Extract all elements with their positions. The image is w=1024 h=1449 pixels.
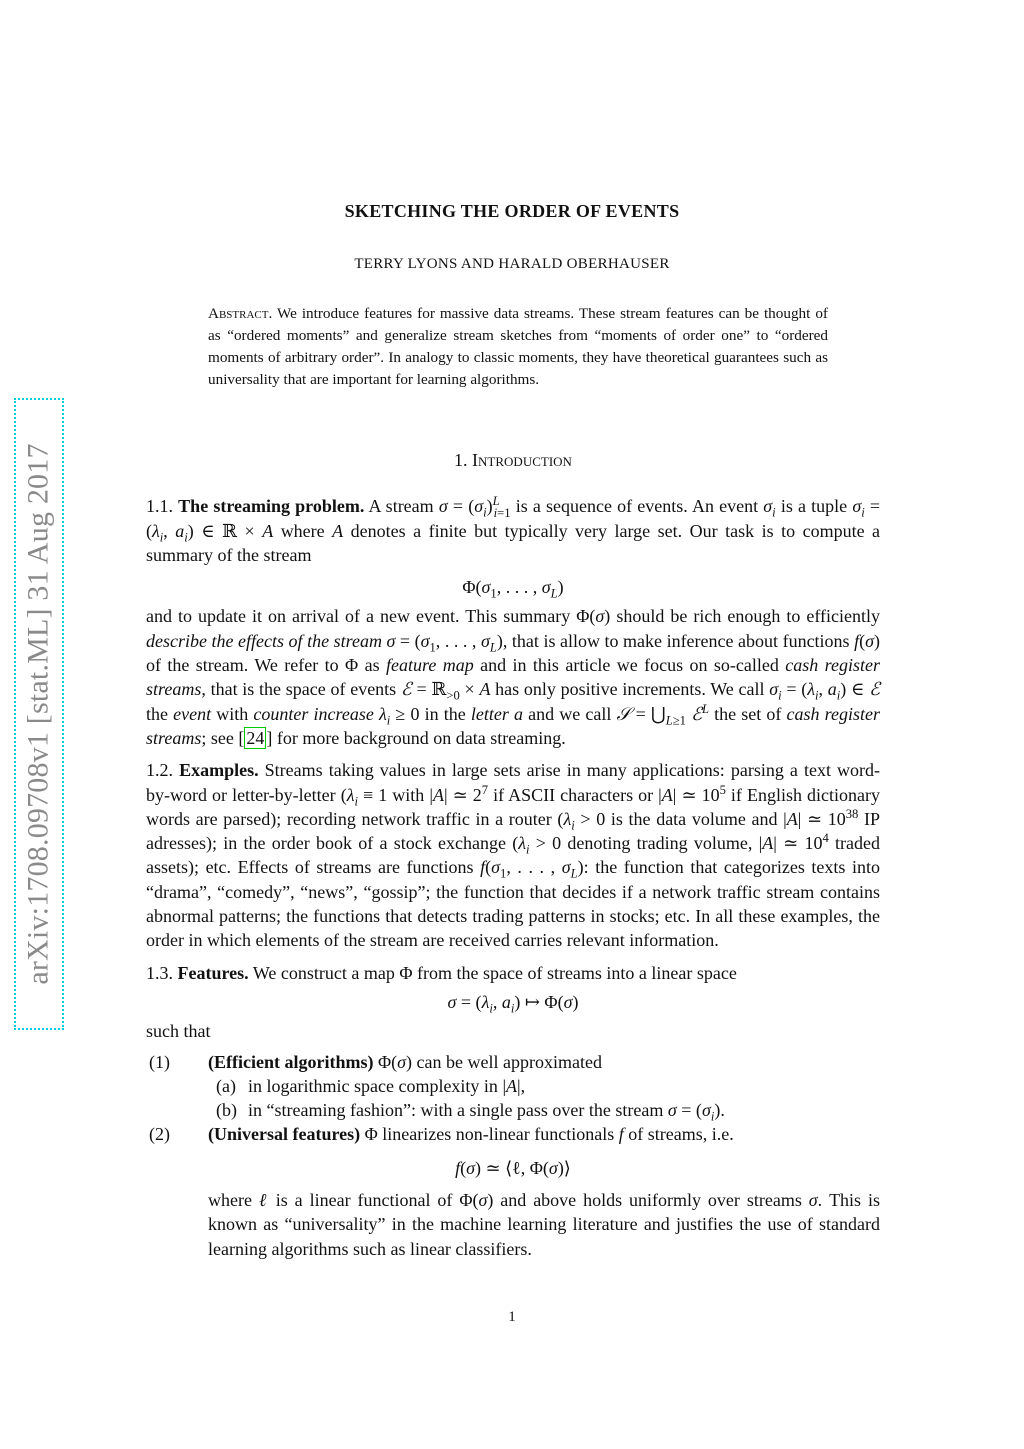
paragraph-1-1: 1.1. The streaming problem. A stream $\sigma = (\sigma_i)^L_{i=1}$ is a sequence of events. An event $\sigma_i$ is a tuple $\sigma_i = (\lambda_i$, $a_i$) ∈ ℝ × A where A denotes a finite but typically very large set. Our task is to compute a summary of the stream	[146, 494, 881, 565]
page-number: 1	[508, 1309, 516, 1325]
list-item: (1) (Efficient algorithms) Φ(σ) can be well approximated	[149, 1051, 602, 1072]
subsection-number: 1.2.	[146, 760, 173, 781]
abstract	[208, 303, 828, 391]
list-item: (b) in “streaming fashion”: with a single pass over the stream $\sigma = (\sigma_i)$.	[216, 1100, 725, 1124]
section-heading	[146, 448, 880, 472]
arxiv-stamp-text: arXiv:1708.09708v1 [stat.ML] 31 Aug 2017	[22, 443, 56, 985]
subsection-heading: Features.	[177, 962, 249, 983]
section-number: 1.	[454, 450, 468, 470]
subsection-heading: Examples.	[179, 760, 259, 781]
subsection-heading: The streaming problem.	[178, 496, 365, 517]
abstract-text: We introduce features for massive data streams. These stream features can be thought of as “ordered moments” and generalize stream sketches from “moments of order one” to “ordered moments of arbitrary order”. In analogy to classic moments, they have theoretical guarantees such as universality that are important for learning algorithms.	[208, 305, 828, 388]
equation-summary: $\Phi(\sigma_1$, . . . , $\sigma_L$)	[462, 577, 564, 601]
paragraph-1-2: 1.2. Examples. Streams taking values in large sets arise in many applications: parsing a text word-by-word or letter-by-letter ($\lambda_i \equiv 1$ with |A| ≃ $2^7$ if ASCII characters or |A| ≃ $10^5$ if English dictionary words are parsed); recording network traffic in a router ($\lambda_i > 0$ is the data volume and |A| ≃ $10^{38}$ IP adresses); in the order book of a stock exchange ($\lambda_i > 0$ denoting trading volume, |A| ≃ $10^4$ traded assets); etc. Effects of streams are functions $f(\sigma_1$, . . . , $\sigma_L$): the function that categorizes texts into “drama”, “comedy”, “news”, “gossip”; the function that decides if a network traffic stream contains abnormal patterns; the functions that detects trading patterns in stocks; etc. In all these examples, the order in which elements of the stream are received carries relevant information.	[146, 760, 881, 951]
abstract-label: Abstract.	[208, 305, 273, 322]
feature-list	[146, 1050, 880, 1261]
main-body	[146, 448, 880, 1261]
subsection-number: 1.3.	[146, 962, 173, 983]
equation-universality: f(σ) ≃ ⟨ℓ, Φ(σ)⟩	[455, 1157, 571, 1178]
citation-link[interactable]: 24	[246, 727, 265, 748]
paragraph-1-1-cont: and to update it on arrival of a new event. This summary Φ(σ) should be rich enough to efficiently describe the effects of the stream $\sigma = (\sigma_1$, . . . , $\sigma_L$), that is allow to make inference about functions f(σ) of the stream. We refer to Φ as feature map and in this article we focus on so-called cash register streams, that is the space of events ℰ = ℝ$_{>0}$ × A has only positive increments. We call $\sigma_i = (\lambda_i$, $a_i$) ∈ ℰ the event with counter increase $\lambda_i \ge 0$ in the letter a and we call 𝒮 = $⋃_{L\ge 1}$ ℰ$^L$ the set of cash register streams; see [ 24 ] for more background on data streaming.	[146, 606, 881, 748]
paragraph-1-3: 1.3. Features. We construct a map Φ from the space of streams into a linear space	[146, 962, 737, 983]
subsection-number: 1.1.	[146, 496, 173, 517]
such-that: such that	[146, 1021, 211, 1042]
section-title: Introduction	[472, 450, 572, 470]
paper-authors: TERRY LYONS AND HARALD OBERHAUSER	[354, 256, 670, 272]
arxiv-stamp	[14, 398, 64, 1030]
paper-title: SKETCHING THE ORDER OF EVENTS	[344, 201, 680, 221]
list-item: (2) (Universal features) Φ linearizes non-linear functionals f of streams, i.e.	[149, 1124, 734, 1145]
equation-feature-map: $\sigma = (\lambda_i$, $a_i$) ↦ Φ(σ)	[447, 991, 579, 1016]
list-item-continuation: where ℓ is a linear functional of Φ(σ) and above holds uniformly over streams σ. This is known as “universality” in the machine learning literature and justifies the use of standard learning algorithms such as linear classifiers.	[208, 1190, 880, 1259]
list-item: (a) in logarithmic space complexity in |A|,	[216, 1075, 526, 1096]
